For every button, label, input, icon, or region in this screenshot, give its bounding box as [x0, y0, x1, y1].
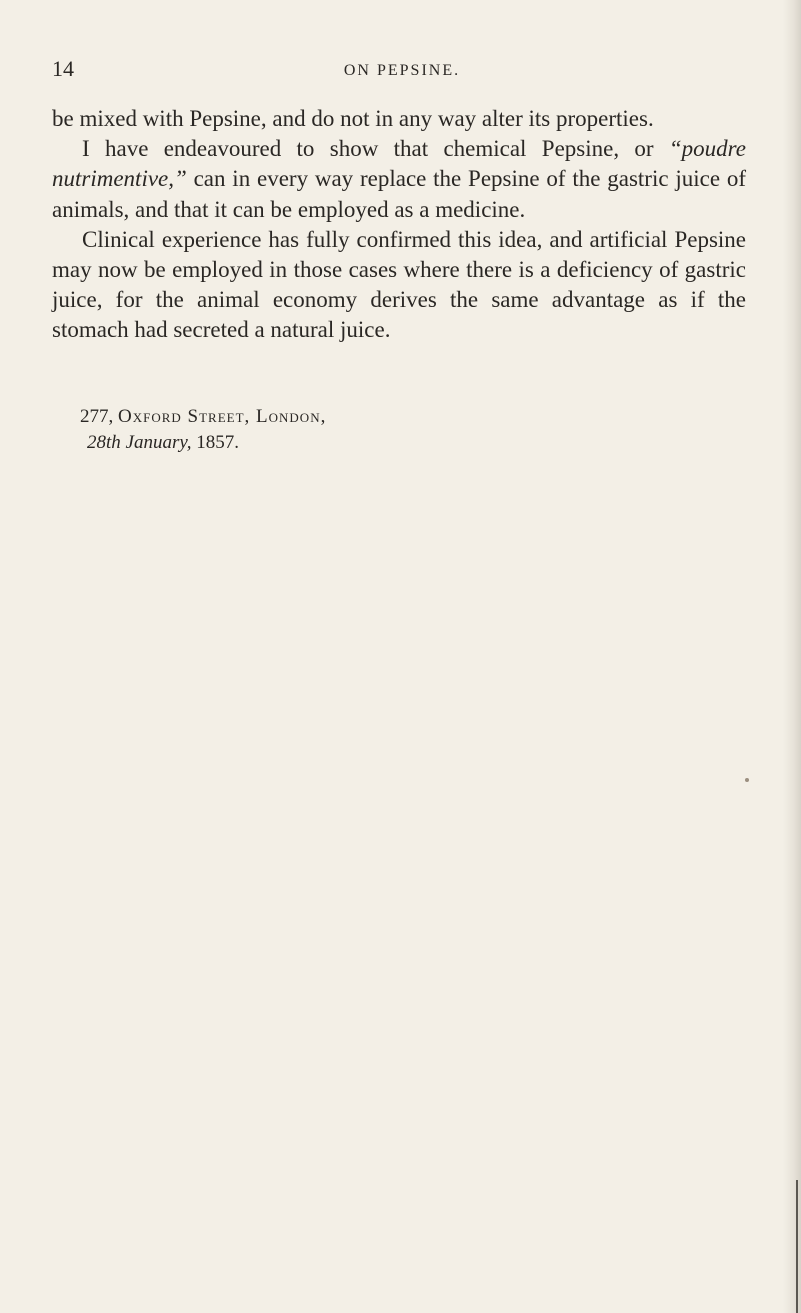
date-line	[80, 430, 326, 456]
paragraph-2	[52, 134, 746, 225]
address-street: Oxford Street, London,	[118, 406, 327, 427]
paragraph-3: Clinical experience has fully confirmed this idea, and artificial Pepsine may now be employed in those cases where there is a deficiency of gastric juice, for the animal economy derives the same advantage as if the stomach had secreted a natural juice.	[52, 226, 746, 343]
paragraph-1: be mixed with Pepsine, and do not in any way alter its properties.	[52, 106, 654, 131]
paragraph-2-italic-phrase: “poudre nutrimentive,”	[52, 136, 746, 192]
date-day: 28th	[87, 432, 121, 453]
running-title: ON PEPSINE.	[343, 62, 461, 79]
paragraph-2-lead: I have endeavoured to show that chemical Pepsine, or	[82, 136, 669, 162]
body-text	[52, 104, 746, 346]
binding-edge-line	[796, 1180, 798, 1313]
signoff	[80, 404, 326, 456]
address-line	[80, 404, 326, 430]
date-year: 1857.	[196, 432, 239, 453]
running-head	[52, 56, 752, 86]
paper-speck	[745, 778, 749, 782]
address-number: 277,	[80, 406, 114, 427]
page-number: 14	[52, 56, 74, 81]
paragraph-2-rest: can in every way replace the Pepsine of the gastric juice of animals, and that it can be employed as a medicine.	[52, 166, 746, 222]
page-edge-shadow	[783, 0, 801, 1313]
date-month: January,	[125, 432, 192, 453]
